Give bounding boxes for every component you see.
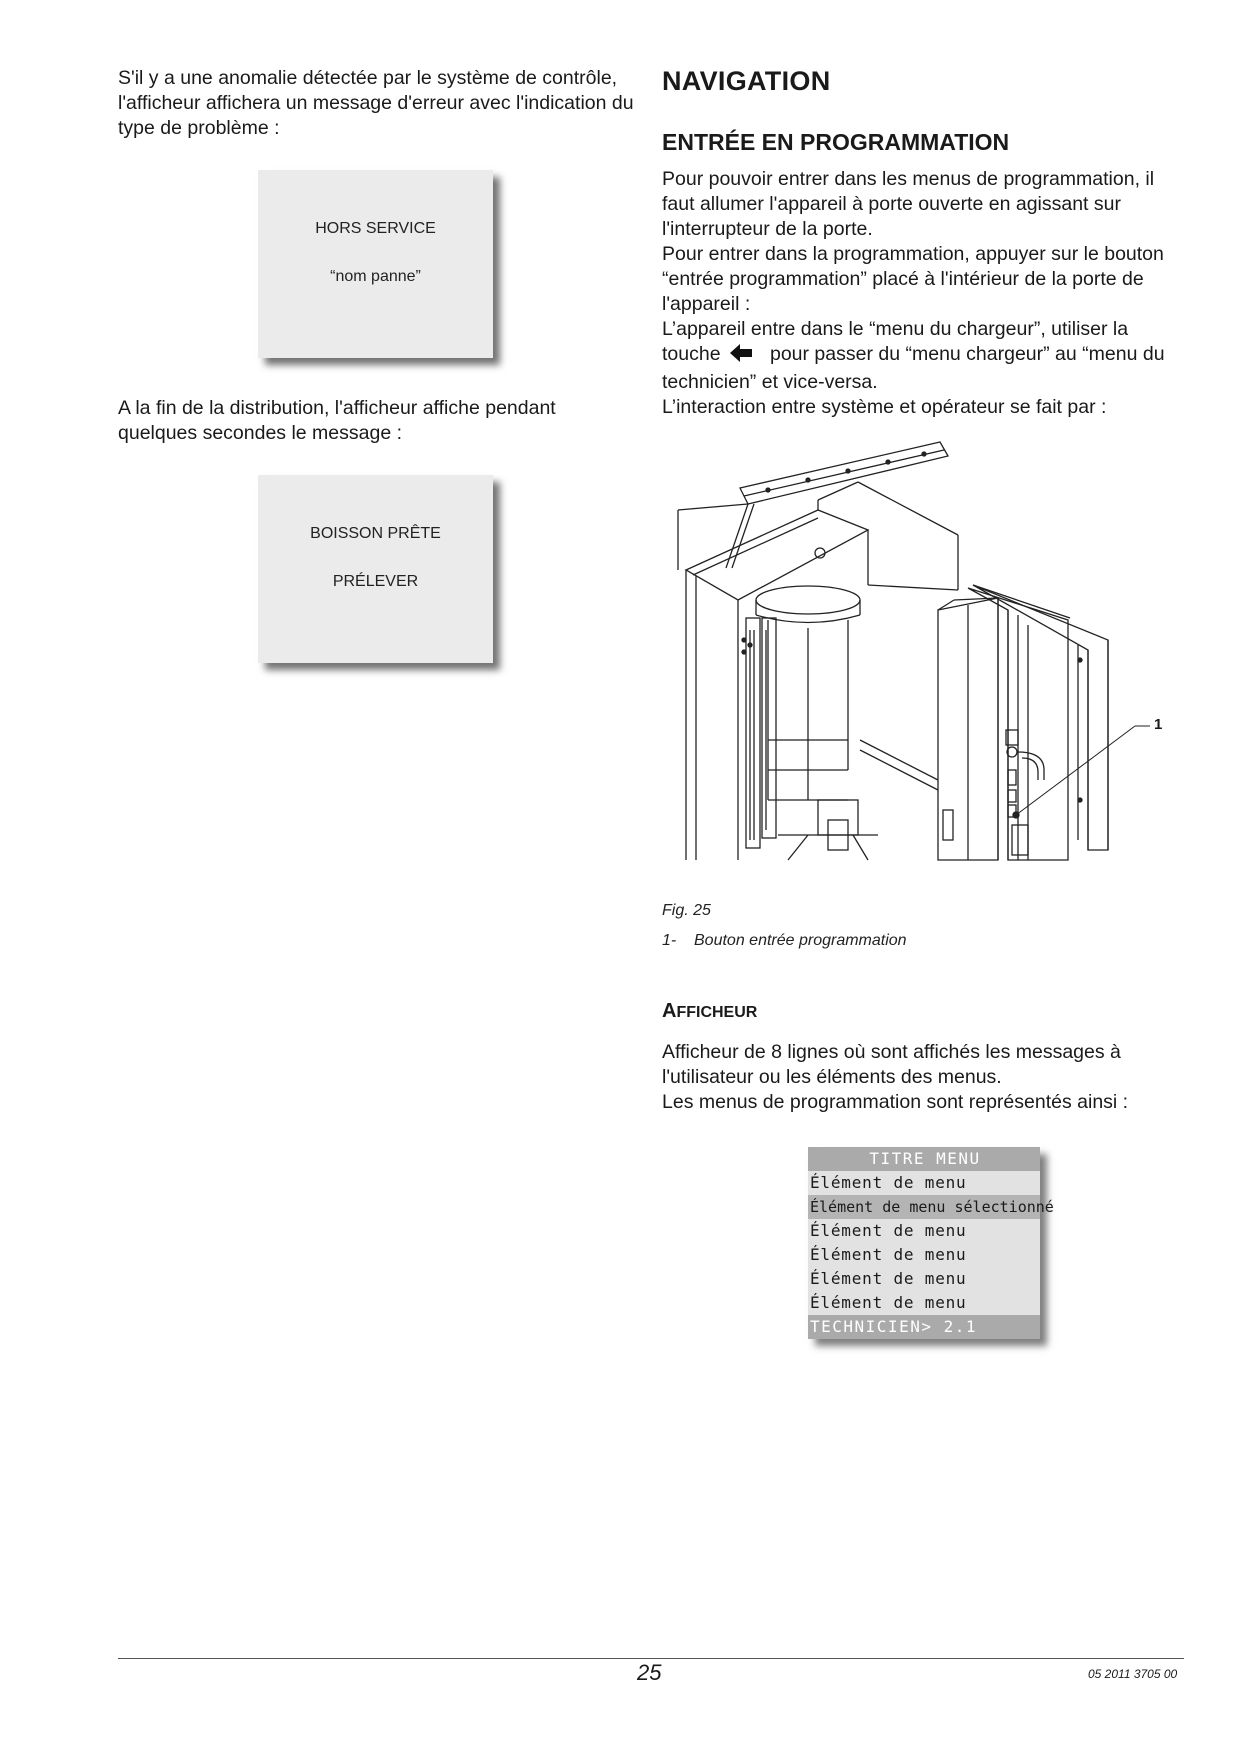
intro-paragraph	[118, 66, 638, 141]
end-text: A la fin de la distribution, l'afficheur affiche pendant quelques secondes le message :	[118, 397, 556, 444]
programming-para3	[662, 317, 1172, 395]
section-heading-programming: ENTRÉE EN PROGRAMMATION	[662, 129, 1010, 155]
heading-rest: FFICHEUR	[676, 1004, 758, 1021]
end-paragraph	[118, 396, 638, 446]
ready-display-line1: BOISSON PRÊTE	[310, 525, 441, 542]
programming-para3-start: L’appareil entre dans le “menu du chargeur”, utiliser la touche	[662, 318, 1129, 365]
error-display-box	[258, 170, 493, 358]
document-reference: 05 2011 3705 00	[1088, 1667, 1178, 1681]
programming-para4: L’interaction entre système et opérateur se fait par :	[662, 396, 1107, 418]
menu-title: TITRE MENU	[808, 1147, 1040, 1171]
display-text	[662, 1040, 1172, 1115]
menu-item: Élément de menu	[810, 1245, 967, 1264]
menu-display	[808, 1147, 1054, 1339]
error-display-line2: “nom panne”	[330, 268, 421, 285]
menu-item-selected: Élément de menu sélectionné	[808, 1195, 1040, 1219]
programming-para1: Pour pouvoir entrer dans les menus de programmation, il faut allumer l'appareil à porte ouverte en agissant sur l'interrupteur de la porte.	[662, 168, 1155, 240]
left-arrow-icon	[730, 343, 754, 370]
figure-caption: Fig. 25	[662, 902, 711, 919]
display-para2: Les menus de programmation sont représentés ainsi :	[662, 1091, 1129, 1113]
machine-figure	[668, 440, 1188, 870]
figure-legend: 1- Bouton entrée programmation	[662, 932, 907, 949]
menu-item: Élément de menu	[810, 1269, 967, 1288]
footer-divider	[118, 1658, 1184, 1659]
callout-label: 1	[1154, 716, 1163, 733]
section-heading-display	[662, 1000, 757, 1023]
menu-footer: TECHNICIEN> 2.1	[808, 1315, 1040, 1339]
page-number: 25	[637, 1660, 662, 1685]
menu-item: Élément de menu	[810, 1173, 967, 1192]
menu-item: Élément de menu	[810, 1293, 967, 1312]
menu-item: Élément de menu	[810, 1221, 967, 1240]
ready-display-line2: PRÉLEVER	[332, 573, 419, 590]
error-display-line1: HORS SERVICE	[315, 220, 436, 237]
intro-text: S'il y a une anomalie détectée par le système de contrôle, l'afficheur affichera un message d'erreur avec l'indication du type de problème :	[118, 67, 634, 139]
ready-display-box	[258, 475, 493, 663]
machine-drawing	[668, 440, 1188, 870]
programming-para3-end: pour passer du “menu chargeur” au “menu du technicien” et vice-versa.	[662, 343, 1165, 393]
page-title: NAVIGATION	[662, 66, 831, 96]
programming-para2: Pour entrer dans la programmation, appuyer sur le bouton “entrée programmation” placé à l'intérieur de la porte de l'appareil :	[662, 243, 1164, 315]
programming-text	[662, 167, 1172, 420]
display-para1: Afficheur de 8 lignes où sont affichés les messages à l'utilisateur ou les éléments des menus.	[662, 1041, 1121, 1088]
heading-initial: A	[662, 1000, 677, 1022]
